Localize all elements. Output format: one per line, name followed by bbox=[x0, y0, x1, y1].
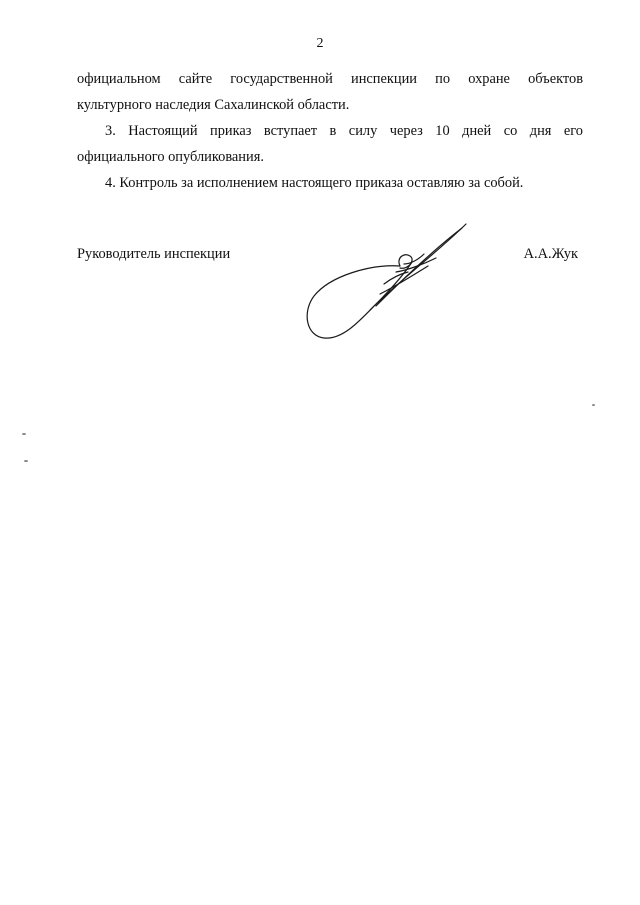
paragraph-item-3 bbox=[77, 118, 583, 170]
paragraph-line: 3. Настоящий приказ вступает в силу через 10 дней со дня его bbox=[105, 123, 583, 139]
paragraph-line: 4. Контроль за исполнением настоящего приказа оставляю за собой. bbox=[105, 175, 524, 191]
scan-speck bbox=[592, 404, 595, 406]
paragraph-item-4 bbox=[77, 170, 583, 196]
scan-speck bbox=[24, 460, 28, 462]
scan-speck bbox=[22, 433, 26, 435]
signatory-role: Руководитель инспекции bbox=[77, 246, 231, 262]
paragraph-continuation bbox=[77, 66, 583, 118]
signatory-name: А.А.Жук bbox=[523, 246, 578, 262]
page-number: 2 bbox=[316, 36, 324, 51]
paragraph-line: официального опубликования. bbox=[77, 149, 264, 165]
paragraph-line: культурного наследия Сахалинской области. bbox=[77, 97, 350, 113]
paragraph-line: официальном сайте государственной инспекции по охране объектов bbox=[77, 71, 583, 87]
handwritten-signature bbox=[300, 214, 480, 344]
